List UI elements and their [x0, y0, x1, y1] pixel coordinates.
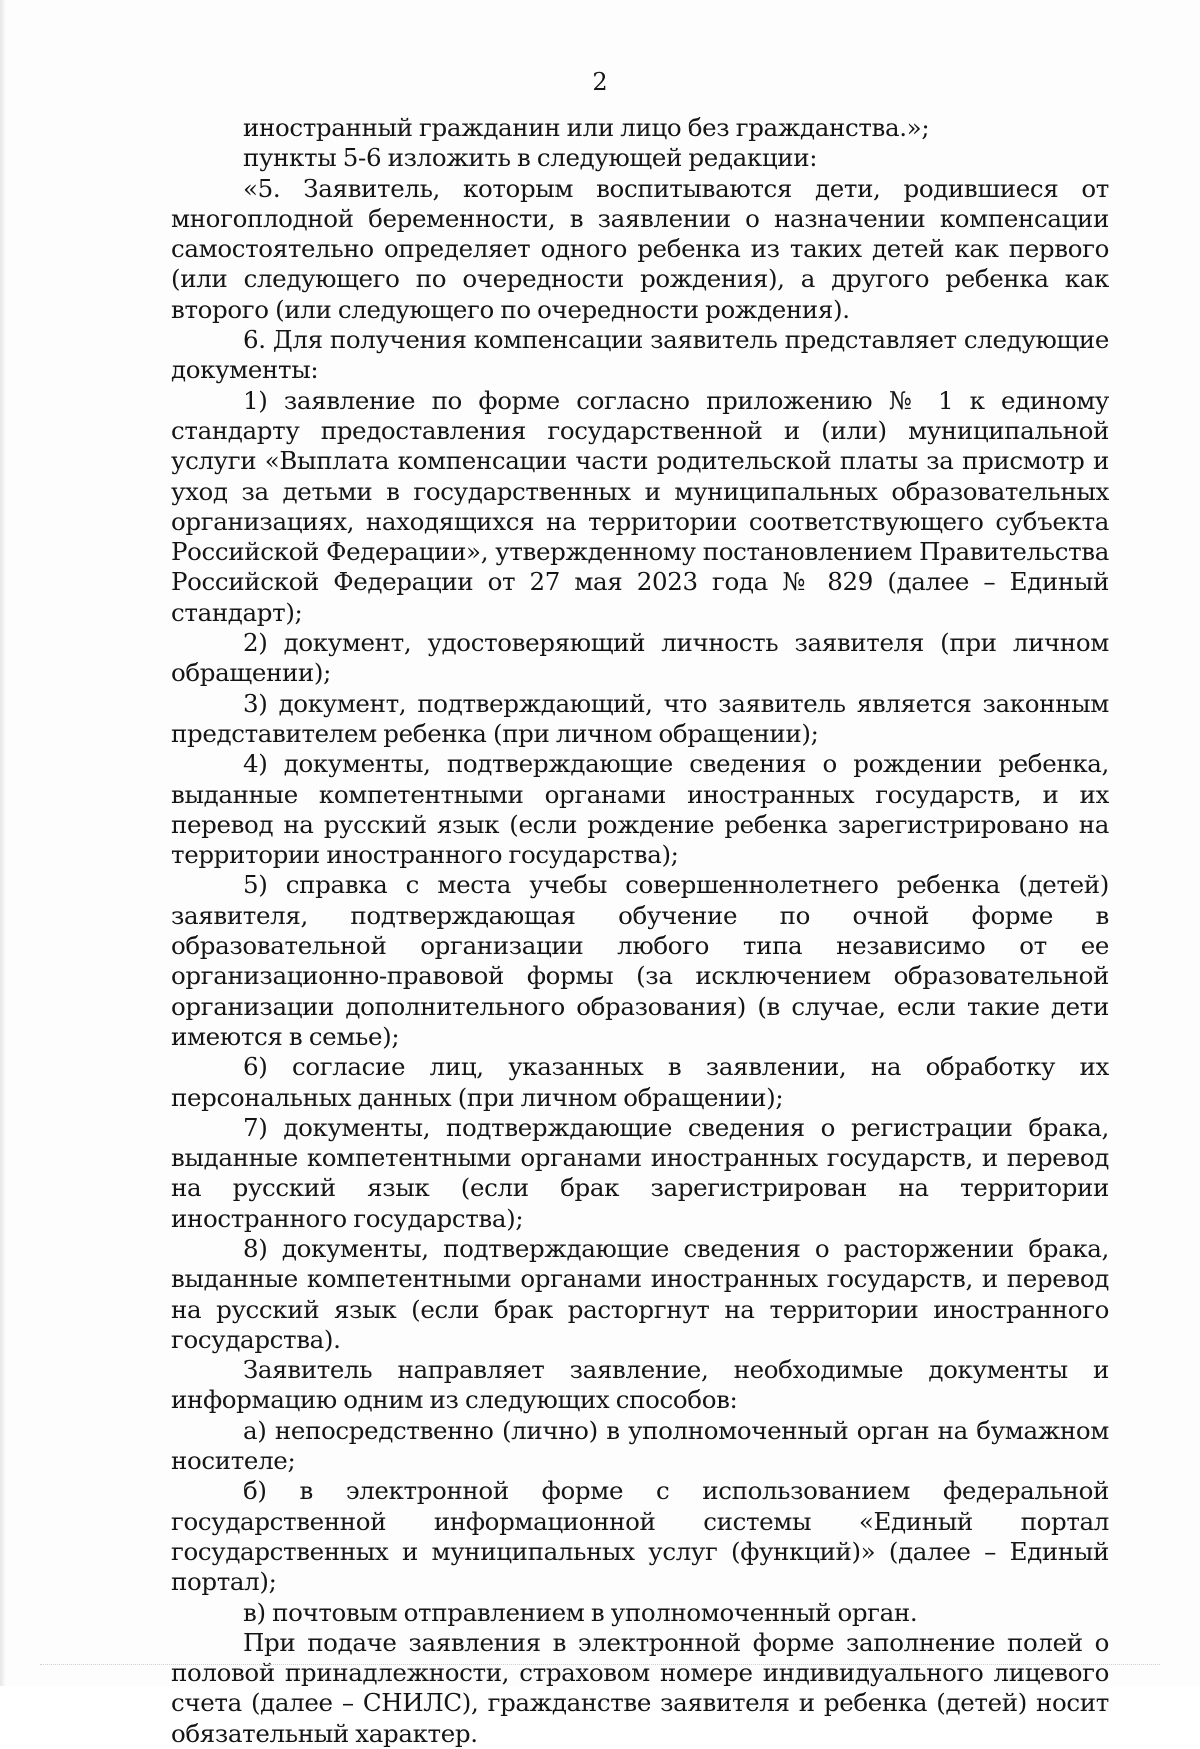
- page-number: 2: [592, 68, 608, 96]
- list-item-1: 1) заявление по форме согласно приложению № 1 к единому стандарту предоставления государственной и (или) муниципальной услуги «Выплата компенсации части родительской платы за присмотр и уход за детьми в государственных и муниципальных образовательных организациях, находящихся на территории соответствующего субъекта Российской Федерации», утвержденному постановлением Правительства Российской Федерации от 27 мая 2023 года № 829 (далее – Единый стандарт);: [171, 385, 1109, 627]
- list-item-7: 7) документы, подтверждающие сведения о регистрации брака, выданные компетентными органами иностранных государств, и перевод на русский язык (если брак зарегистрирован на территории иностранного государства);: [171, 1112, 1109, 1233]
- list-item-6: 6) согласие лиц, указанных в заявлении, на обработку их персональных данных (при личном обращении);: [171, 1052, 1109, 1112]
- paragraph-item-6: 6. Для получения компенсации заявитель представляет следующие документы:: [171, 325, 1109, 385]
- list-item-5: 5) справка с места учебы совершеннолетнего ребенка (детей) заявителя, подтверждающая обучение по очной форме в образовательной организации любого типа независимо от ее организационно-правовой формы (за исключением образовательной организации дополнительного образования) (в случае, если такие дети имеются в семье);: [171, 870, 1109, 1051]
- method-item-c: в) почтовым отправлением в уполномоченный орган.: [243, 1597, 918, 1627]
- paragraph-submission-methods: Заявитель направляет заявление, необходимые документы и информацию одним из следующих способов:: [171, 1355, 1109, 1415]
- paragraph-amendment-intro: пункты 5-6 изложить в следующей редакции:: [243, 143, 818, 173]
- list-item-8: 8) документы, подтверждающие сведения о расторжении брака, выданные компетентными органами иностранных государств, и перевод на русский язык (если брак расторгнут на территории иностранного государства).: [171, 1233, 1109, 1354]
- document-body: [171, 113, 1109, 1749]
- paragraph-continuation: иностранный гражданин или лицо без гражданства.»;: [243, 113, 930, 142]
- list-item-4: 4) документы, подтверждающие сведения о рождении ребенка, выданные компетентными органами иностранных государств, и их перевод на русский язык (если рождение ребенка зарегистрировано на территории иностранного государства);: [171, 749, 1109, 870]
- scan-edge: [0, 0, 6, 1686]
- scan-artifact-line: [40, 1664, 1160, 1668]
- list-item-3: 3) документ, подтверждающий, что заявитель является законным представителем ребенка (при личном обращении);: [171, 688, 1109, 748]
- paragraph-item-5: «5. Заявитель, которым воспитываются дети, родившиеся от многоплодной беременности, в заявлении о назначении компенсации самостоятельно определяет одного ребенка из таких детей как первого (или следующего по очередности рождения), а другого ребенка как второго (или следующего по очередности рождения).: [171, 173, 1109, 324]
- paragraph-electronic-submission: При подаче заявления в электронной форме заполнение полей о половой принадлежности, страховом номере индивидуального лицевого счета (далее – СНИЛС), гражданстве заявителя и ребенка (детей) носит обязательный характер.: [171, 1627, 1109, 1748]
- method-item-a: а) непосредственно (лично) в уполномоченный орган на бумажном носителе;: [171, 1415, 1109, 1476]
- list-item-2: 2) документ, удостоверяющий личность заявителя (при личном обращении);: [171, 628, 1109, 688]
- method-item-b: б) в электронной форме с использованием федеральной государственной информационной системы «Единый портал государственных и муниципальных услуг (функций)» (далее – Единый портал);: [171, 1476, 1109, 1597]
